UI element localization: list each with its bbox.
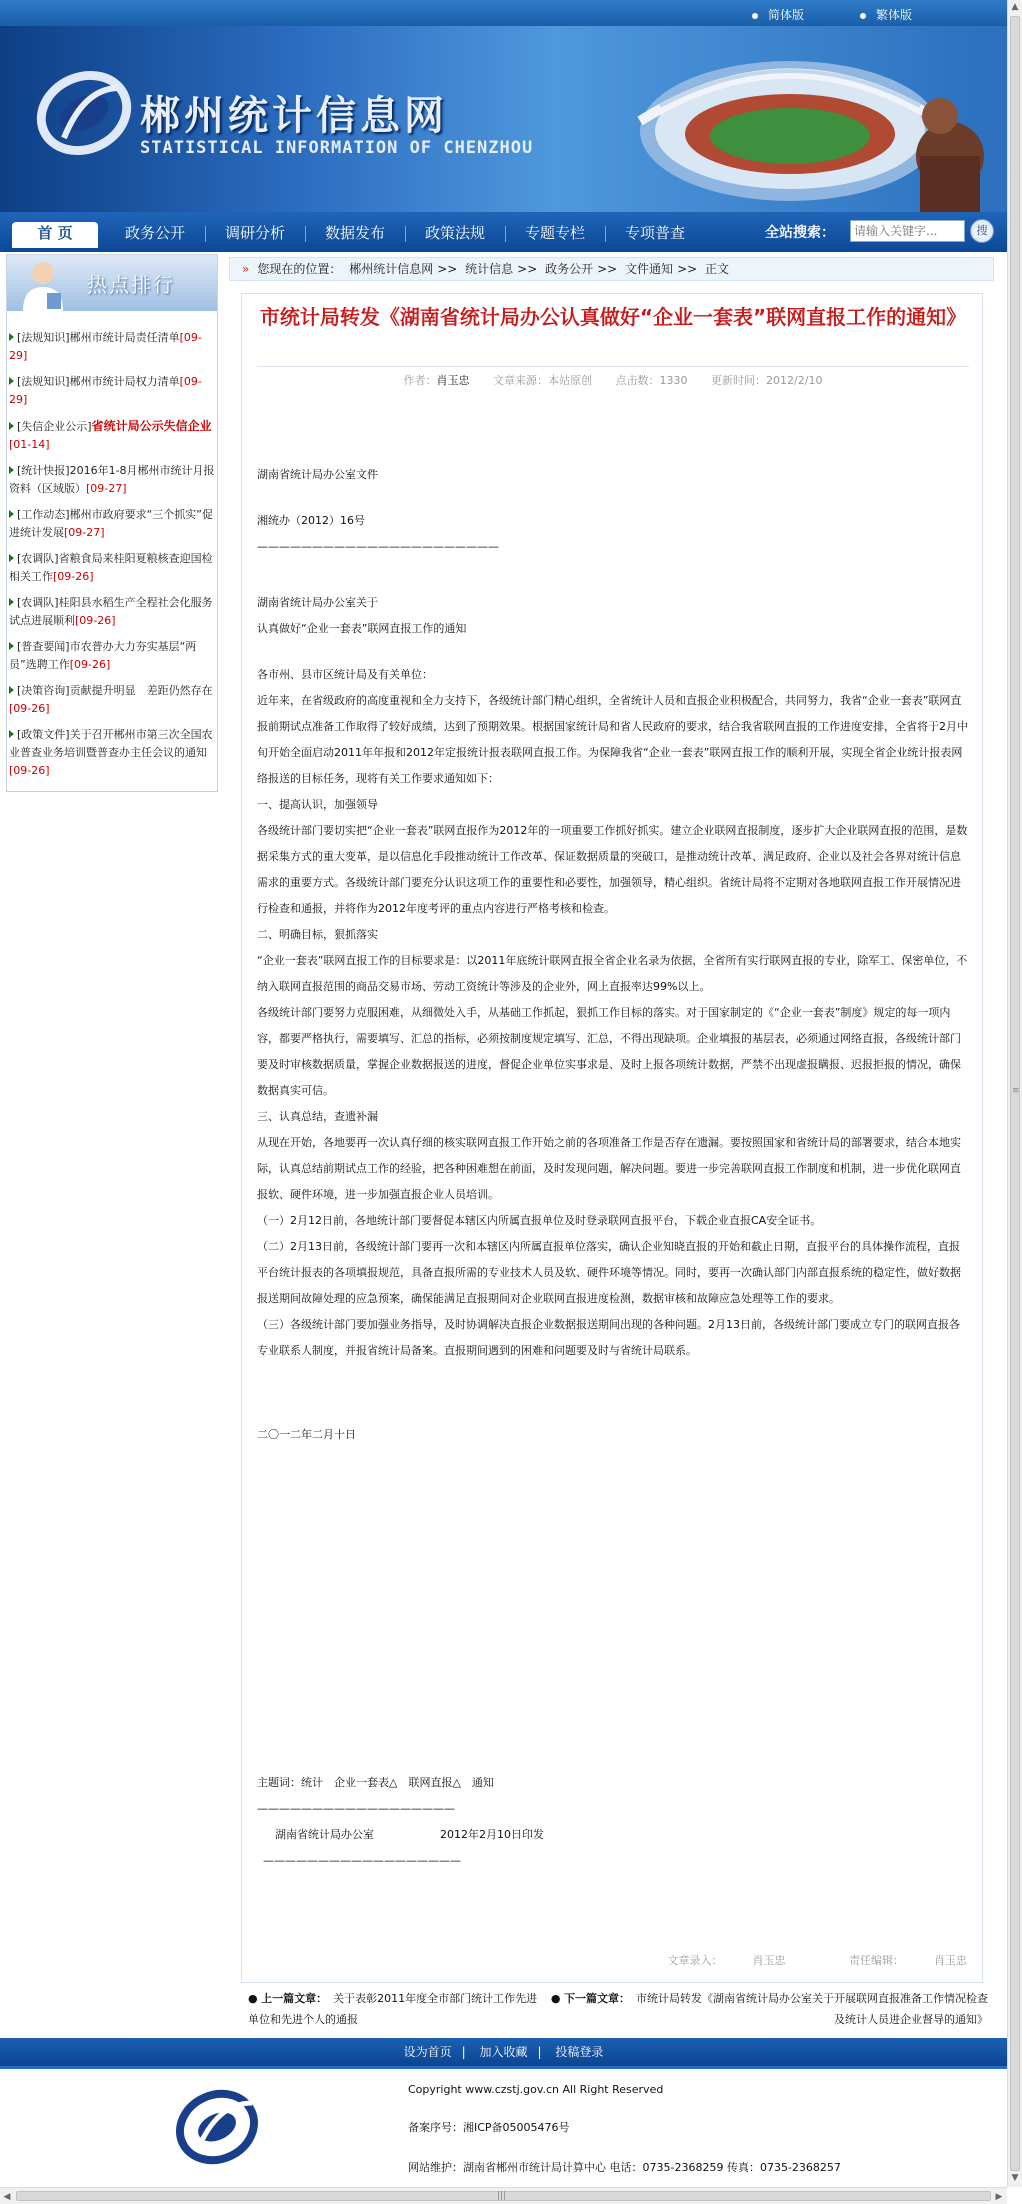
nav-government-affairs[interactable]: 政务公开 (124, 224, 185, 242)
updated-label: 更新时间： (711, 374, 767, 387)
spacer (257, 1448, 969, 1770)
simplified-link[interactable] (752, 6, 804, 23)
nav-divider (505, 226, 506, 242)
hot-ranking-sidebar (6, 254, 218, 792)
footer-logo-icon (172, 2085, 262, 2169)
breadcrumb-gov-affairs[interactable]: 政务公开 (545, 262, 594, 276)
paragraph: （二）2月13日前，各级统计部门要再一次和本辖区内所属直报单位落实，确认企业知晓直报的开始和截止日期，直报平台的具体操作流程，直报平台统计报表的各项填报规范，具备直报所需的专业技术人员及软、硬件环境等情况。同时，要再一次确认部门内部直报系统的稳定性，做好数据报送期间故障处理的应急预案，确保能满足直报期间对企业联网直报进度检测，数据审核和故障应急处理等工作的要求。 (257, 1240, 961, 1305)
vertical-scrollbar[interactable] (1007, 0, 1022, 2187)
spacer (257, 560, 969, 590)
list-item-date: [09-29] (9, 375, 202, 406)
traditional-link[interactable] (860, 6, 912, 23)
maintainer-info: 网站维护：湖南省郴州市统计局计算中心 电话：0735-2368259 传真：0735-2368257 (408, 2161, 841, 2174)
scroll-up-icon[interactable]: ▲ (1011, 2, 1019, 12)
footer-separator: | (461, 2045, 466, 2059)
bullet-icon (752, 13, 758, 19)
source-value: 本站原创 (548, 374, 593, 387)
next-article (548, 1988, 988, 2030)
divider (257, 366, 969, 367)
stadium-image-icon (620, 36, 1000, 212)
scroll-thumb[interactable] (1010, 16, 1020, 2171)
nav-data-release[interactable]: 数据发布 (324, 224, 385, 242)
breadcrumb-separator: >> (517, 262, 538, 276)
list-item-date: [09-26] (69, 658, 111, 671)
main-nav (0, 212, 1007, 252)
nav-divider (605, 226, 606, 242)
nav-census[interactable]: 专项普查 (624, 224, 685, 242)
nav-policy[interactable]: 政策法规 (424, 224, 485, 242)
list-item[interactable] (7, 638, 217, 674)
spacer (257, 1364, 969, 1422)
site-subtitle: STATISTICAL INFORMATION OF CHENZHOU (140, 138, 534, 158)
bullet-icon (9, 686, 14, 694)
list-item-date: [09-26] (75, 614, 116, 627)
arrow-icon: » (242, 262, 250, 276)
section-heading: 三、认真总结，查遗补漏 (257, 1110, 378, 1123)
record-info (242, 1952, 967, 1968)
list-item-text[interactable]: [政策文件]关于召开郴州市第三次全国农业普查业务培训暨普查办主任会议的通知 (9, 728, 213, 759)
nav-divider (205, 226, 206, 242)
nav-research[interactable]: 调研分析 (224, 224, 285, 242)
list-item-hot[interactable]: 省统计局公示失信企业 (91, 419, 212, 433)
bullet-icon (860, 13, 866, 19)
article-body (257, 462, 969, 1874)
article-title: 市统计局转发《湖南省统计局办公认真做好“企业一套表”联网直报工作的通知》 (259, 305, 967, 329)
spacer (257, 488, 969, 508)
traditional-label[interactable]: 繁体版 (876, 8, 913, 22)
list-item-date: [09-27] (86, 482, 127, 495)
bullet-icon (9, 642, 14, 650)
breadcrumb-separator: >> (677, 262, 698, 276)
doc-number: 湘统办（2012）16号 (257, 514, 365, 527)
breadcrumb-separator: >> (597, 262, 618, 276)
nav-divider (405, 226, 406, 242)
list-item[interactable] (7, 550, 217, 586)
footer-links (0, 2038, 1007, 2066)
paragraph: “企业一套表”联网直报工作的目标要求是：以2011年底统计联网直报全省企业名录为依据，全省所有实行联网直报的专业，除军工、保密单位，不纳入联网直报范围的商品交易市场、劳动工资统计等涉及的企业外，网上直报率达99%以上。 (257, 954, 968, 993)
list-item-text[interactable]: [农调队]桂阳县水稻生产全程社会化服务试点进展顺利 (9, 596, 213, 627)
copyright: Copyright www.czstj.gov.cn All Right Reserved (408, 2083, 664, 2096)
nav-divider (305, 226, 306, 242)
recorder (638, 1954, 786, 1967)
list-item-date: [09-27] (64, 526, 105, 539)
list-item-text[interactable]: [农调队]省粮食局来桂阳夏粮核查迎国检相关工作 (9, 552, 213, 583)
subject-words: 主题词：统计 企业一套表△ 联网直报△ 通知 (257, 1776, 494, 1789)
breadcrumb-notices[interactable]: 文件通知 (625, 262, 674, 276)
paragraph: （三）各级统计部门要加强业务指导，及时协调解决直报企业数据报送期间出现的各种问题。2月13日前，各级统计部门要成立专门的联网直报各专业联系人制度，并报省统计局备案。直报期间遇到的困难和问题要及时与省统计局联系。 (257, 1318, 960, 1357)
bullet-icon (9, 466, 14, 474)
article-panel (241, 293, 983, 1983)
paragraph: 从现在开始，各地要再一次认真仔细的核实联网直报工作开始之前的各项准备工作是否存在遗漏。要按照国家和省统计局的部署要求，结合本地实际，认真总结前期试点工作的经验，把各种困难想在前面，及时发现问题，解决问题。要进一步完善联网直报工作制度和机制，进一步优化联网直报软、硬件环境，进一步加强直报企业人员培训。 (257, 1136, 961, 1201)
bullet-icon: ● (550, 1992, 564, 2005)
list-item-text[interactable]: [统计快报]2016年1-8月郴州市统计月报资料（区域版） (9, 464, 215, 495)
next-label: 下一篇文章： (564, 1992, 630, 2005)
prev-link[interactable]: 关于表彰2011年度全市部门统计工作先进单位和先进个人的通报 (248, 1992, 538, 2026)
list-item[interactable] (7, 462, 217, 498)
scroll-left-icon[interactable]: ◀ (3, 2192, 11, 2202)
next-link[interactable]: 市统计局转发《湖南省统计局办公室关于开展联网直报准备工作情况检查及统计人员进企业督导的通知》 (636, 1992, 988, 2026)
author-label: 作者： (403, 374, 437, 387)
set-homepage-link[interactable]: 设为首页 (403, 2045, 452, 2059)
sidebar-title: 热点排行 (87, 273, 175, 297)
prev-label: 上一篇文章： (261, 1992, 328, 2005)
footer (0, 2066, 1007, 2184)
icp-record: 备案序号：湘ICP备05005476号 (408, 2121, 570, 2134)
paragraph: 各级统计部门要切实把“企业一套表”联网直报作为2012年的一项重要工作抓好抓实。建立企业联网直报制度，逐步扩大企业联网直报的范围，是数据采集方式的重大变革，是以信息化手段推动统计工作改革、保证数据质量的突破口，是推动统计改革、满足政府、企业以及社会各界对统计信息需求的重要方式。各级统计部门要充分认识这项工作的重要性和必要性，加强领导，精心组织。省统计局将不定期对各地联网直报工作开展情况进行检查和通报，并将作为2012年度考评的重点内容进行严格考核和检查。 (257, 824, 968, 915)
list-item-text[interactable]: [法规知识]郴州市统计局权力清单 (17, 375, 180, 388)
bullet-icon (9, 333, 14, 341)
list-item[interactable] (7, 726, 217, 780)
scroll-down-icon[interactable]: ▼ (1011, 2173, 1019, 2183)
sidebar-header (7, 255, 217, 311)
doc-date: 二〇一二年二月十日 (257, 1428, 356, 1441)
doc-office: 湖南省统计局办公室文件 (257, 468, 378, 481)
search-button[interactable]: 搜 (970, 219, 994, 243)
site-banner (0, 26, 1007, 212)
bullet-icon: ● (248, 1992, 262, 2005)
spacer (257, 642, 969, 662)
list-item-date: [09-29] (9, 331, 202, 362)
paragraph: 近年来，在省级政府的高度重视和全力支持下，各级统计部门精心组织，全省统计人员和直报企业积极配合，共同努力，我省“企业一套表”联网直报前期试点准备工作取得了较好成绩，达到了预期效果。根据国家统计局和省人民政府的要求，结合我省联网直报的工作进度安排，全省将于2月中旬开始全面启动2011年年报和2012年定报统计报表联网直报工作。为保障我省“企业一套表”联网直报工作的顺利开展，实现全省企业统计报表网络报送的目标任务，现将有关工作要求通知如下： (257, 694, 968, 785)
list-item-date: [09-26] (53, 570, 94, 583)
simplified-label[interactable]: 简体版 (768, 8, 805, 22)
grip-icon: ≡ (1012, 1086, 1020, 1096)
hot-list (7, 329, 217, 788)
scroll-right-icon[interactable]: ▶ (995, 2192, 1003, 2202)
list-item[interactable] (7, 506, 217, 542)
salutation: 各市州、县市区统计局及有关单位： (257, 668, 433, 681)
source-label: 文章来源： (493, 374, 549, 387)
breadcrumb-separator: >> (437, 262, 458, 276)
list-item[interactable] (7, 417, 217, 454)
horizontal-scrollbar[interactable] (0, 2187, 1007, 2204)
bullet-icon (9, 510, 14, 518)
list-item-text[interactable]: [决策咨询]贡献提升明显 差距仍然存在 (17, 684, 213, 697)
paragraph: 各级统计部门要努力克服困难，从细微处入手，从基础工作抓起，狠抓工作目标的落实。对于国家制定的《“企业一套表”制度》规定的每一项内容，都要严格执行，需要填写、汇总的指标，必须按制度规定填写、汇总，不得出现缺项。企业填报的基层表，必须通过网络直报，各级统计部门要及时审核数据质量，掌握企业数据报送的进度，督促企业单位实事求是、及时上报各项统计数据，严禁不出现虚报瞒报、迟报拒报的情况，确保数据真实可信。 (257, 1006, 961, 1097)
editor-value: 肖玉忠 (934, 1954, 967, 1967)
list-item-text[interactable]: [失信企业公示] (17, 420, 92, 433)
section-heading: 一、提高认识，加强领导 (257, 798, 378, 811)
breadcrumb-current: 正文 (705, 262, 730, 276)
list-item-text[interactable]: [工作动态]郴州市政府要求“三个抓实”促进统计发展 (9, 508, 213, 539)
editor (819, 1954, 967, 1967)
notice-title-1: 湖南省统计局办公室关于 (257, 596, 378, 609)
site-logo-icon (34, 68, 134, 158)
editor-label: 责任编辑： (849, 1954, 904, 1967)
recorder-label: 文章录入： (667, 1954, 723, 1967)
top-bar (0, 0, 1007, 26)
search-label: 全站搜索： (765, 225, 835, 241)
hits-label: 点击数： (615, 374, 660, 387)
hits-value: 1330 (659, 374, 688, 387)
bullet-icon (9, 377, 14, 385)
bullet-icon (9, 730, 14, 738)
bullet-icon (9, 598, 14, 606)
list-item[interactable] (7, 594, 217, 630)
list-item-date: [01-14] (9, 438, 50, 451)
doc-dash-line: —————————————————————— (257, 540, 499, 553)
list-item[interactable] (7, 373, 217, 409)
bullet-icon (9, 554, 14, 562)
bullet-icon (9, 422, 14, 430)
notice-title-2: 认真做好“企业一套表”联网直报工作的通知 (257, 622, 467, 635)
breadcrumb-home[interactable]: 郴州统计信息网 (349, 262, 434, 276)
issuer-line: 湖南省统计局办公室 2012年2月10日印发 (275, 1828, 544, 1841)
breadcrumb-prefix: 您现在的位置： (257, 262, 342, 276)
add-favorite-link[interactable]: 加入收藏 (479, 2045, 528, 2059)
recorder-value: 肖玉忠 (752, 1954, 786, 1967)
breadcrumb (229, 257, 994, 281)
paragraph: （一）2月12日前，各地统计部门要督促本辖区内所属直报单位及时登录联网直报平台，下载企业直报CA安全证书。 (257, 1214, 822, 1227)
nav-home[interactable]: 首 页 (12, 222, 98, 248)
article-meta (242, 372, 984, 388)
scroll-thumb[interactable] (16, 2191, 991, 2201)
site-name: 郴州统计信息网 (140, 93, 448, 139)
list-item-date: [09-26] (9, 702, 50, 715)
prev-article (248, 1988, 538, 2030)
list-item-text[interactable]: [法规知识]郴州市统计局责任清单 (17, 331, 180, 344)
updated-value: 2012/2/10 (766, 374, 823, 387)
author-value: 肖玉忠 (436, 374, 470, 387)
nav-special-column[interactable]: 专题专栏 (524, 224, 585, 242)
submit-login-link[interactable]: 投稿登录 (555, 2045, 604, 2059)
list-item-text[interactable]: [普查要闻]市农普办大力夯实基层“两员”选聘工作 (9, 640, 197, 671)
section-heading: 二、明确目标，狠抓落实 (257, 928, 378, 941)
list-item[interactable] (7, 329, 217, 365)
list-item[interactable] (7, 682, 217, 718)
grip-icon: ||| (497, 2191, 507, 2201)
doc-dash-line: —————————————————— (257, 1802, 455, 1815)
breadcrumb-stat-info[interactable]: 统计信息 (465, 262, 514, 276)
person-icon (13, 255, 73, 311)
doc-dash-line: —————————————————— (263, 1854, 461, 1867)
footer-separator: | (537, 2045, 542, 2059)
search-input[interactable] (850, 220, 965, 242)
list-item-date: [09-26] (9, 764, 50, 777)
